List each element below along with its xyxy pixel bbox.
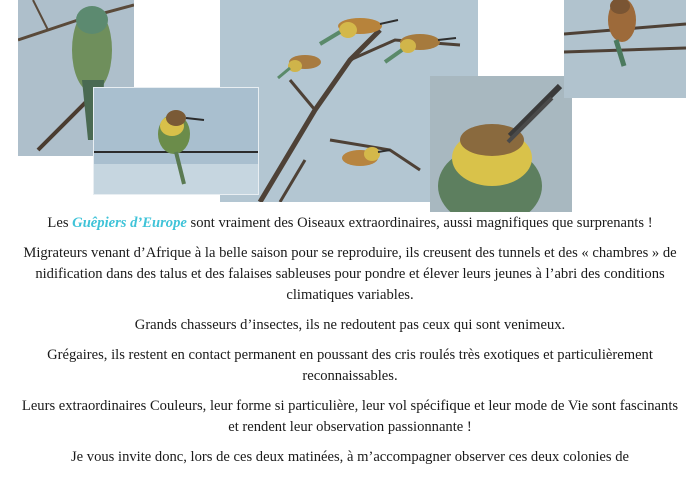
migration-paragraph: Migrateurs venant d’Afrique à la belle saison pour se reproduire, ils creusent des tunnels et des « chambres » de nidification dans des talus et des falaises sableuses pour pondre et élever leurs jeunes à l’abri des conditions climatiques variables. bbox=[23, 245, 677, 303]
intro-paragraph bbox=[20, 213, 680, 234]
intro-before: Les bbox=[47, 215, 73, 231]
bee-eater-on-wire-photo bbox=[94, 88, 258, 194]
social-paragraph: Grégaires, ils restent en contact permanent en poussant des cris roulés très exotiques et particulièrement reconnaissables. bbox=[47, 347, 653, 384]
bee-eater-photo-right bbox=[564, 0, 686, 98]
description-text bbox=[20, 213, 680, 477]
intro-after: sont vraiment des Oiseaux extraordinaires, aussi magnifiques que surprenants ! bbox=[186, 215, 653, 231]
bee-eater-closeup-photo bbox=[430, 76, 572, 212]
species-name-highlight: Guêpiers d’Europe bbox=[72, 215, 187, 231]
colors-paragraph: Leurs extraordinaires Couleurs, leur forme si particulière, leur vol spécifique et leur mode de Vie sont fascinants et rendent leur observation passionnante ! bbox=[21, 398, 679, 435]
invitation-paragraph: Je vous invite donc, lors de ces deux matinées, à m’accompagner observer ces deux colonies de bbox=[70, 449, 630, 465]
hunting-paragraph: Grands chasseurs d’insectes, ils ne redoutent pas ceux qui sont venimeux. bbox=[134, 317, 566, 333]
